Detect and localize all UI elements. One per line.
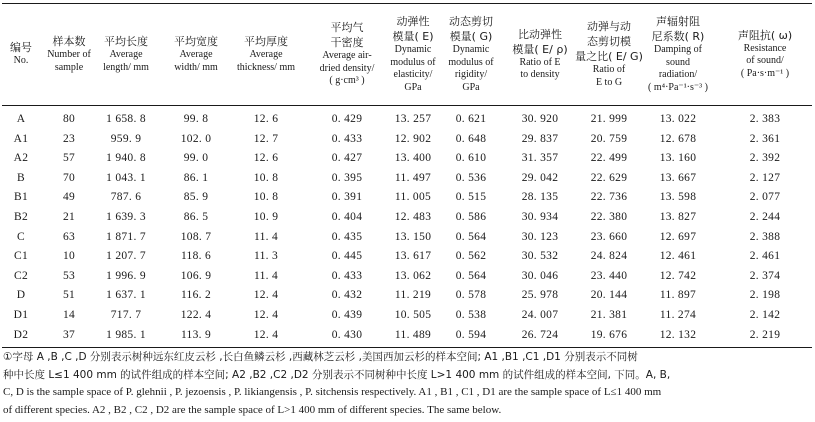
row-label: C1 bbox=[13, 250, 29, 263]
table-cell: 0. 404 bbox=[331, 211, 363, 223]
bottom-rule bbox=[2, 347, 812, 348]
table-cell: 13. 257 bbox=[394, 113, 432, 125]
table-cell: 2. 392 bbox=[749, 152, 781, 165]
footnote-line: 种中长度 L≤1 400 mm 的试件组成的样本空间; A2 ,B2 ,C2 ,D2 分别表示不同树种中长度 L>1 400 mm 的试件组成的样本空间, 下同。A, B, bbox=[3, 368, 671, 381]
column-header-zh: 动态剪切 bbox=[449, 15, 493, 28]
table-cell: 1 207. 7 bbox=[106, 250, 146, 263]
table-cell: 29. 837 bbox=[521, 132, 559, 145]
column-header-zh: 声阻抗( ω) bbox=[737, 28, 793, 42]
column-header bbox=[574, 4, 644, 104]
row-label: C2 bbox=[13, 269, 29, 282]
table-cell: 12. 742 bbox=[659, 269, 697, 282]
row-label: A bbox=[16, 113, 26, 125]
table-row bbox=[0, 305, 815, 325]
column-header-en: ( Pa·s·m⁻¹ ) bbox=[740, 67, 790, 79]
table-cell: 0. 391 bbox=[331, 191, 363, 204]
table-cell: 49 bbox=[62, 191, 76, 204]
table-cell: 10. 8 bbox=[253, 191, 279, 204]
column-header bbox=[229, 4, 303, 104]
column-header-en: elasticity/ bbox=[393, 69, 433, 80]
table-cell: 11. 3 bbox=[253, 250, 279, 263]
table-cell: 21 bbox=[62, 211, 76, 223]
row-label: A1 bbox=[13, 132, 29, 145]
table-cell: 10 bbox=[62, 250, 76, 263]
table-cell: 29. 042 bbox=[521, 171, 559, 184]
column-header-zh: 动弹性 bbox=[396, 15, 430, 28]
column-header-zh: 平均宽度 bbox=[174, 35, 218, 48]
table-cell: 0. 564 bbox=[455, 230, 487, 243]
table-cell: 0. 433 bbox=[331, 269, 363, 282]
column-header-zh: 模量( G) bbox=[449, 30, 493, 43]
table-cell: 53 bbox=[62, 269, 76, 282]
table-cell: 99. 8 bbox=[183, 113, 209, 125]
table-cell: 0. 427 bbox=[331, 152, 363, 165]
table-cell: 0. 578 bbox=[455, 289, 487, 302]
table-row bbox=[0, 109, 815, 129]
table-cell: 26. 724 bbox=[521, 328, 559, 341]
table-cell: 23. 440 bbox=[590, 269, 628, 282]
table-cell: 12. 483 bbox=[394, 211, 432, 223]
table-cell: 23. 660 bbox=[590, 230, 628, 243]
column-header-en: width/ mm bbox=[174, 61, 218, 73]
table-cell: 2. 077 bbox=[749, 191, 781, 204]
table-row bbox=[0, 187, 815, 207]
table-cell: 11. 219 bbox=[394, 289, 432, 302]
row-label: B bbox=[17, 171, 25, 184]
column-header bbox=[719, 4, 811, 104]
table-cell: 2. 461 bbox=[749, 250, 781, 263]
table-cell: 30. 046 bbox=[521, 269, 559, 282]
table-row bbox=[0, 168, 815, 188]
table-cell: 22. 736 bbox=[590, 191, 628, 204]
table-cell: 24. 824 bbox=[590, 250, 628, 263]
column-header-en: Dynamic bbox=[394, 44, 432, 55]
table-cell: 30. 532 bbox=[521, 250, 559, 263]
table-cell: 2. 127 bbox=[749, 171, 781, 184]
table-cell: 0. 536 bbox=[455, 171, 487, 184]
column-header-zh: 态剪切模 bbox=[587, 35, 631, 48]
table-cell: 22. 629 bbox=[590, 171, 628, 184]
table-cell: 70 bbox=[62, 171, 76, 184]
column-header-en: Average bbox=[179, 49, 213, 60]
column-header-zh: 样本数 bbox=[52, 35, 86, 48]
table-cell: 20. 144 bbox=[590, 289, 628, 302]
row-label: A2 bbox=[13, 152, 29, 165]
column-header bbox=[163, 4, 229, 104]
column-header-en: Dynamic bbox=[452, 44, 490, 55]
row-label: D bbox=[16, 289, 26, 302]
table-cell: 10. 8 bbox=[253, 171, 279, 184]
column-header-en: Average air- bbox=[322, 50, 372, 62]
column-header-en: GPa bbox=[462, 81, 480, 93]
table-cell: 13. 160 bbox=[659, 152, 697, 165]
column-header-en: ( m⁴·Pa⁻¹·s⁻³ ) bbox=[647, 81, 709, 93]
table-cell: 13. 150 bbox=[394, 230, 432, 243]
column-header bbox=[41, 4, 97, 104]
table-cell: 2. 361 bbox=[749, 132, 781, 145]
table-cell: 0. 430 bbox=[331, 328, 363, 341]
column-header bbox=[383, 4, 443, 104]
table-cell: 11. 897 bbox=[659, 289, 697, 302]
table-cell: 0. 439 bbox=[331, 309, 363, 321]
table-cell: 30. 123 bbox=[521, 230, 559, 243]
table-cell: 11. 4 bbox=[253, 269, 279, 282]
column-header-zh: 平均长度 bbox=[104, 35, 148, 48]
table-cell: 12. 4 bbox=[253, 328, 279, 341]
table-row bbox=[0, 266, 815, 286]
column-header-en: thickness/ mm bbox=[236, 61, 296, 73]
column-header-zh: 动弹与动 bbox=[587, 20, 631, 33]
table-cell: 1 996. 9 bbox=[106, 269, 146, 282]
column-header-zh: 量之比( E/ G) bbox=[575, 50, 643, 63]
column-header-zh: 平均气 bbox=[330, 21, 364, 35]
footnote-line: ①字母 A ,B ,C ,D 分别表示树种远东红皮云杉 ,长白鱼鳞云杉 ,西藏林芝云杉 ,美国西加云杉的样本空间; A1 ,B1 ,C1 ,D1 分别表示不同树 bbox=[3, 351, 638, 363]
table-row bbox=[0, 325, 815, 345]
table-cell: 14 bbox=[62, 309, 76, 321]
table-cell: 13. 617 bbox=[394, 250, 432, 263]
table-cell: 102. 0 bbox=[180, 132, 212, 145]
table-cell: 13. 827 bbox=[659, 211, 697, 223]
table-cell: 0. 429 bbox=[331, 113, 363, 125]
column-header-en: sample bbox=[54, 61, 84, 73]
table-row bbox=[0, 227, 815, 247]
table-cell: 2. 198 bbox=[749, 289, 781, 302]
column-header-zh: 尼系数( R) bbox=[651, 30, 705, 43]
column-header-en: Ratio of bbox=[592, 64, 626, 75]
column-header-en: length/ mm bbox=[103, 61, 149, 73]
table-cell: 2. 388 bbox=[749, 230, 781, 243]
table-cell: 12. 4 bbox=[253, 309, 279, 321]
column-header-en: ( g·cm³ ) bbox=[329, 75, 365, 87]
table-cell: 0. 586 bbox=[455, 211, 487, 223]
table-row bbox=[0, 207, 815, 227]
table-cell: 1 871. 7 bbox=[106, 230, 146, 243]
row-label: C bbox=[17, 230, 25, 243]
table-cell: 22. 380 bbox=[590, 211, 628, 223]
table-cell: 21. 999 bbox=[590, 113, 628, 125]
table-cell: 13. 667 bbox=[659, 171, 697, 184]
table-cell: 13. 400 bbox=[394, 152, 432, 165]
table-cell: 106. 9 bbox=[180, 269, 212, 282]
row-label: B1 bbox=[13, 191, 29, 204]
table-cell: 2. 383 bbox=[749, 113, 781, 125]
column-header-en: radiation/ bbox=[658, 69, 698, 80]
table-cell: 0. 435 bbox=[331, 230, 363, 243]
column-header-en: Number of bbox=[47, 49, 91, 60]
column-header bbox=[506, 4, 574, 104]
column-header-zh: 声辐射阻 bbox=[656, 15, 700, 28]
table-cell: 85. 9 bbox=[183, 191, 209, 204]
column-header-zh: 编号 bbox=[10, 41, 32, 55]
column-header-en: GPa bbox=[404, 81, 422, 93]
table-cell: 0. 515 bbox=[455, 191, 487, 204]
table-row bbox=[0, 285, 815, 305]
column-header-en: Average bbox=[109, 49, 143, 60]
table-cell: 11. 274 bbox=[659, 309, 697, 321]
table-cell: 1 658. 8 bbox=[106, 113, 146, 125]
row-label: D1 bbox=[13, 309, 29, 321]
column-header-zh: 模量( E/ ρ) bbox=[512, 42, 568, 56]
table-cell: 717. 7 bbox=[110, 309, 142, 321]
column-header-en: Average bbox=[249, 49, 283, 60]
table-cell: 2. 219 bbox=[749, 328, 781, 341]
table-cell: 20. 759 bbox=[590, 132, 628, 145]
column-header bbox=[441, 4, 501, 104]
table-cell: 1 043. 1 bbox=[106, 171, 146, 184]
table-cell: 86. 5 bbox=[183, 211, 209, 223]
table-cell: 86. 1 bbox=[183, 171, 209, 184]
column-header-zh: 模量( E) bbox=[392, 30, 434, 43]
table-cell: 12. 4 bbox=[253, 289, 279, 302]
table-cell: 25. 978 bbox=[521, 289, 559, 302]
table-row bbox=[0, 246, 815, 266]
column-header bbox=[1, 4, 41, 104]
table-cell: 13. 062 bbox=[394, 269, 432, 282]
table-cell: 11. 489 bbox=[394, 328, 432, 341]
table-cell: 0. 564 bbox=[455, 269, 487, 282]
column-header-en: of sound/ bbox=[746, 55, 784, 67]
table-footnote bbox=[3, 349, 811, 419]
table-cell: 0. 610 bbox=[455, 152, 487, 165]
table-cell: 11. 005 bbox=[394, 191, 432, 204]
table-cell: 12. 678 bbox=[659, 132, 697, 145]
table-cell: 13. 022 bbox=[659, 113, 697, 125]
column-header-zh: 比动弹性 bbox=[518, 27, 562, 41]
table-cell: 22. 499 bbox=[590, 152, 628, 165]
table-cell: 10. 505 bbox=[394, 309, 432, 321]
table-cell: 116. 2 bbox=[180, 289, 212, 302]
table-cell: 31. 357 bbox=[521, 152, 559, 165]
column-header-en: rigidity/ bbox=[454, 69, 488, 80]
table-cell: 21. 381 bbox=[590, 309, 628, 321]
table-cell: 19. 676 bbox=[590, 328, 628, 341]
table-cell: 0. 432 bbox=[331, 289, 363, 302]
table-cell: 122. 4 bbox=[180, 309, 212, 321]
table-cell: 30. 934 bbox=[521, 211, 559, 223]
table-cell: 0. 562 bbox=[455, 250, 487, 263]
column-header-en: modulus of bbox=[448, 56, 494, 68]
column-header-en: dried density/ bbox=[319, 62, 375, 74]
table-cell: 0. 594 bbox=[455, 328, 487, 341]
table-cell: 28. 135 bbox=[521, 191, 559, 204]
table-row bbox=[0, 148, 815, 168]
table-cell: 113. 9 bbox=[180, 328, 212, 341]
table-cell: 12. 6 bbox=[253, 152, 279, 165]
column-header bbox=[302, 4, 392, 104]
column-header-en: modulus of bbox=[390, 56, 436, 68]
table-cell: 0. 433 bbox=[331, 132, 363, 145]
column-header-en: to density bbox=[520, 69, 560, 80]
table-cell: 2. 374 bbox=[749, 269, 781, 282]
column-header-zh: 干密度 bbox=[330, 36, 364, 50]
table-cell: 80 bbox=[62, 113, 76, 125]
table-cell: 12. 697 bbox=[659, 230, 697, 243]
column-header bbox=[93, 4, 159, 104]
table-cell: 37 bbox=[62, 328, 76, 341]
table-cell: 0. 538 bbox=[455, 309, 487, 321]
table-cell: 1 639. 3 bbox=[106, 211, 146, 223]
table-cell: 0. 395 bbox=[331, 171, 363, 184]
table-cell: 12. 902 bbox=[394, 132, 432, 145]
table-cell: 1 637. 1 bbox=[106, 289, 146, 302]
table-cell: 30. 920 bbox=[521, 113, 559, 125]
column-header-en: Ratio of E bbox=[519, 56, 561, 68]
column-header-en: Damping of bbox=[653, 44, 703, 55]
table-cell: 0. 621 bbox=[455, 113, 487, 125]
column-header-zh: 平均厚度 bbox=[244, 35, 288, 48]
table-cell: 10. 9 bbox=[253, 211, 279, 223]
table-cell: 63 bbox=[62, 230, 76, 243]
column-header-en: Resistance bbox=[743, 42, 787, 54]
table-cell: 51 bbox=[62, 289, 76, 302]
table-cell: 0. 648 bbox=[455, 132, 487, 145]
table-cell: 13. 598 bbox=[659, 191, 697, 204]
column-header-en: E to G bbox=[595, 76, 623, 88]
table-cell: 99. 0 bbox=[183, 152, 209, 165]
footnote-line: of different species. A2 , B2 , C2 , D2 are the sample space of L>1 400 mm of different species. The same below. bbox=[3, 403, 502, 416]
header-rule bbox=[2, 105, 812, 106]
table-cell: 787. 6 bbox=[110, 191, 142, 204]
table-cell: 12. 132 bbox=[659, 328, 697, 341]
column-header-en: sound bbox=[666, 56, 690, 68]
table-cell: 0. 445 bbox=[331, 250, 363, 263]
table-cell: 12. 6 bbox=[253, 113, 279, 125]
table-cell: 11. 497 bbox=[394, 171, 432, 184]
table-cell: 12. 461 bbox=[659, 250, 697, 263]
table-cell: 11. 4 bbox=[253, 230, 279, 243]
table-cell: 959. 9 bbox=[110, 132, 142, 145]
table-cell: 2. 142 bbox=[749, 309, 781, 321]
table-row bbox=[0, 129, 815, 149]
table-cell: 118. 6 bbox=[180, 250, 212, 263]
row-label: B2 bbox=[13, 211, 29, 223]
table-cell: 1 940. 8 bbox=[106, 152, 146, 165]
table-cell: 24. 007 bbox=[521, 309, 559, 321]
table-cell: 1 985. 1 bbox=[106, 328, 146, 341]
table-cell: 23 bbox=[62, 132, 76, 145]
table-cell: 57 bbox=[62, 152, 76, 165]
column-header bbox=[635, 4, 721, 104]
table-cell: 12. 7 bbox=[253, 132, 279, 145]
footnote-line: C, D is the sample space of P. glehnii , P. jezoensis , P. likiangensis , P. sitchensis respectively. A1 , B1 , C1 , D1 are the sample space of L≤1 400 mm bbox=[3, 386, 662, 398]
table-cell: 108. 7 bbox=[180, 230, 212, 243]
table-cell: 2. 244 bbox=[749, 211, 781, 223]
column-header-en: No. bbox=[13, 55, 29, 67]
row-label: D2 bbox=[13, 328, 29, 341]
